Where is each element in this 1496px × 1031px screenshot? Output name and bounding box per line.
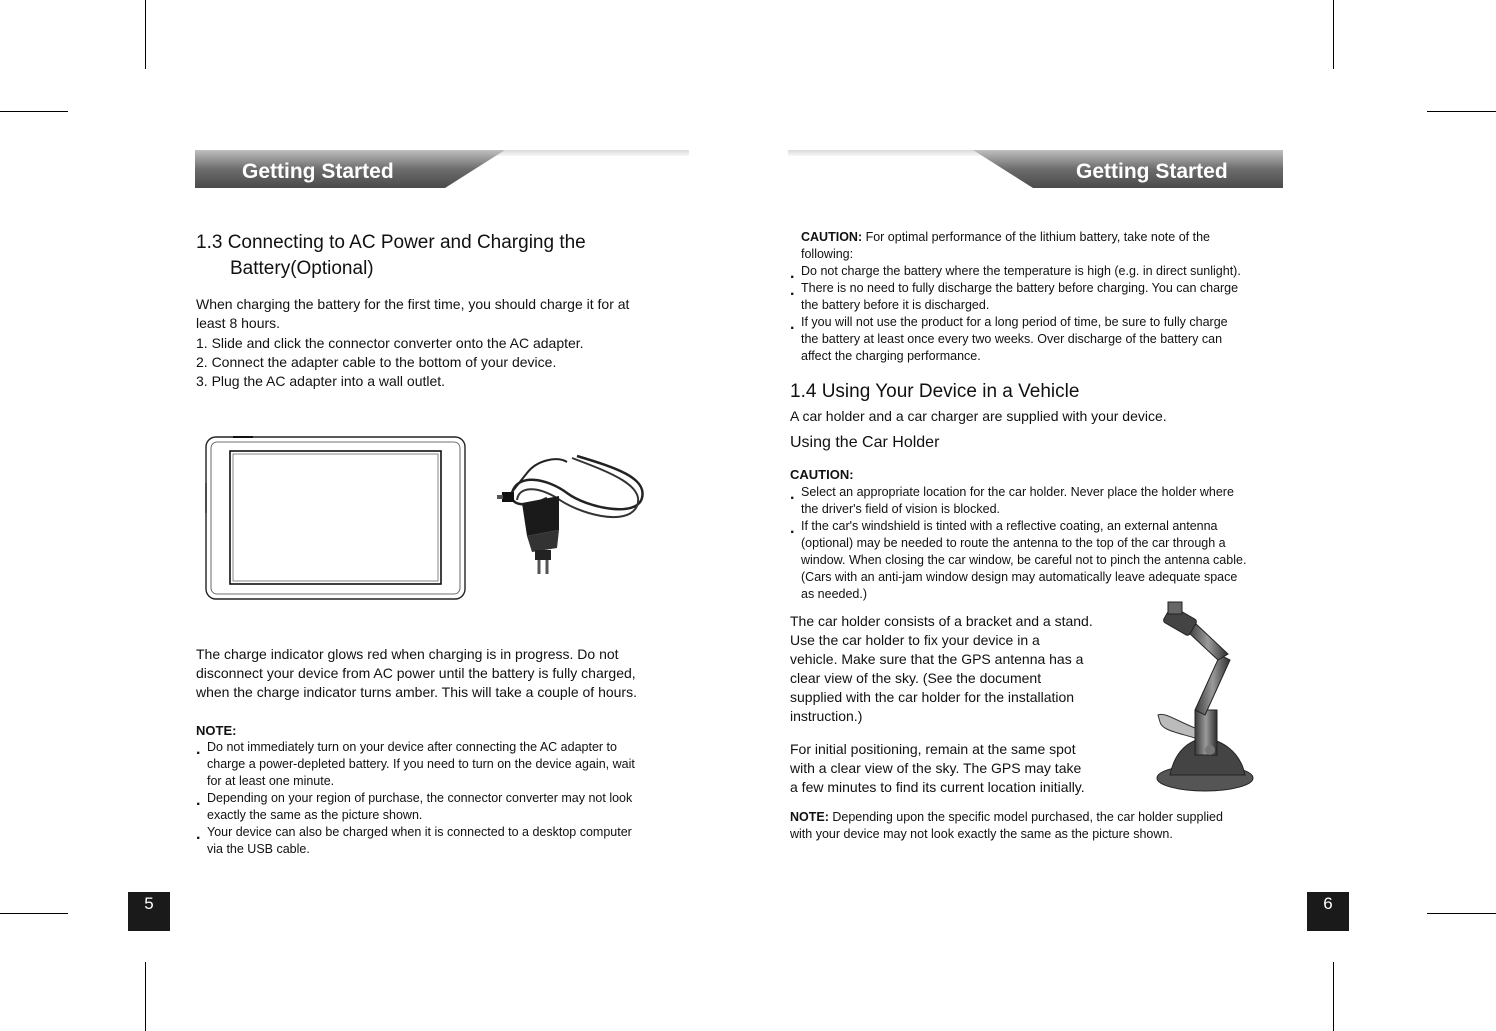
car-holder-note [790,809,1223,843]
text-line: The car holder consists of a bracket and a stand. [790,613,1093,629]
text-line: clear view of the sky. (See the document [790,670,1042,686]
text-line: disconnect your device from AC power until the battery is fully charged, [196,665,636,681]
note-label: NOTE: [790,810,829,824]
text-line: . Depending on your region of purchase, the connector converter may not look [207,791,633,805]
positioning-paragraph [790,740,1085,797]
crop-mark [1333,0,1334,69]
text-line: charge a power-depleted battery. If you need to turn on the device again, wait [207,757,635,771]
right-header-banner [788,150,1283,190]
vehicle-intro: A car holder and a car charger are supplied with your device. [790,408,1167,424]
step-item: 3. Plug the AC adapter into a wall outlet. [196,373,446,389]
section-heading-1-3 [196,230,586,282]
text-line: Use the car holder to fix your device in a [790,632,1040,648]
text-line: with a clear view of the sky. The GPS may take [790,760,1082,776]
text-line: window. When closing the car window, be careful not to pinch the antenna cable. [801,553,1247,567]
step-item: 2. Connect the adapter cable to the bottom of your device. [196,354,557,370]
text-line: the driver's field of vision is blocked. [801,502,1001,516]
crop-mark [1427,111,1496,112]
text-line: a few minutes to find its current location initially. [790,779,1085,795]
car-holder-illustration [1150,600,1260,795]
text-line: . Select an appropriate location for the car holder. Never place the holder where [801,485,1234,499]
text-line: . There is no need to fully discharge the battery before charging. You can charge [801,281,1239,295]
text-line: For initial positioning, remain at the same spot [790,741,1076,757]
crop-mark [0,111,68,112]
text-line: as needed.) [801,587,868,601]
note-item [196,790,635,824]
crop-mark [145,0,146,69]
crop-mark [1427,913,1496,914]
caution-text: following: [801,247,854,261]
text-line: affect the charging performance. [801,349,981,363]
heading-line: Battery(Optional) [230,258,374,279]
text-line: least 8 hours. [196,315,281,331]
gps-device-illustration [203,433,469,603]
text-line: (optional) may be needed to route the antenna to the top of the car through a [801,536,1226,550]
text-line: vehicle. Make sure that the GPS antenna has a [790,651,1084,667]
ac-adapter-illustration [497,448,652,578]
note-text: with your device may not look exactly the same as the picture shown. [790,827,1173,841]
text-line: exactly the same as the picture shown. [207,808,423,822]
steps-list [196,334,584,391]
caution-item [790,280,1241,314]
note-item [196,739,635,790]
left-header-title: Getting Started [242,160,394,183]
text-line: . Your device can also be charged when it is connected to a desktop computer [207,825,632,839]
heading-line: 1.3 Connecting to AC Power and Charging the [196,232,586,253]
note-text: Depending upon the specific model purchased, the car holder supplied [828,810,1223,824]
text-line: via the USB cable. [207,842,310,856]
text-line: for at least one minute. [207,774,335,788]
notes-list [196,739,635,858]
caution-car-holder [790,484,1246,603]
section-heading-1-4: 1.4 Using Your Device in a Vehicle [790,381,1080,402]
crop-mark [145,962,146,1031]
note-label: NOTE: [196,723,237,738]
text-line: . Do not immediately turn on your device after connecting the AC adapter to [207,740,617,754]
caution-label-2: CAUTION: [790,467,854,482]
text-line: (Cars with an anti-jam window design may automatically leave adequate space [801,570,1238,584]
note-line [790,809,1223,826]
crop-mark [1333,962,1334,1031]
text-line: when the charge indicator turns amber. This will take a couple of hours. [196,684,637,700]
caution-text: For optimal performance of the lithium battery, take note of the [862,230,1210,244]
car-holder-paragraph [790,612,1093,726]
text-line: supplied with the car holder for the installation [790,689,1075,705]
caution-line [790,229,1241,246]
charge-intro [196,295,629,333]
step-item: 1. Slide and click the connector converter onto the AC adapter. [196,335,584,351]
text-line: . If the car's windshield is tinted with a reflective coating, an external antenna [801,519,1218,533]
caution-item [790,314,1241,365]
text-line: When charging the battery for the first time, you should charge it for at [196,296,630,312]
crop-mark [0,913,68,914]
left-header-banner [195,150,689,190]
text-line: instruction.) [790,708,863,724]
charge-indicator-paragraph [196,645,637,702]
right-header-title: Getting Started [1076,160,1228,183]
subheading-car-holder: Using the Car Holder [790,434,940,451]
note-item [196,824,635,858]
text-line: . If you will not use the product for a long period of time, be sure to fully charge [801,315,1228,329]
caution-battery [790,229,1241,365]
caution-label: CAUTION: [801,230,863,244]
page-number-right: 6 [1307,892,1349,931]
text-line: . Do not charge the battery where the temperature is high (e.g. in direct sunlight). [801,264,1241,278]
caution-item [790,263,1241,280]
caution-item [790,484,1246,518]
text-line: the battery at least once every two weeks. Over discharge of the battery can [801,332,1223,346]
text-line: the battery before it is discharged. [801,298,990,312]
caution-item [790,518,1246,603]
text-line: The charge indicator glows red when charging is in progress. Do not [196,646,619,662]
page-number-left: 5 [128,892,170,931]
